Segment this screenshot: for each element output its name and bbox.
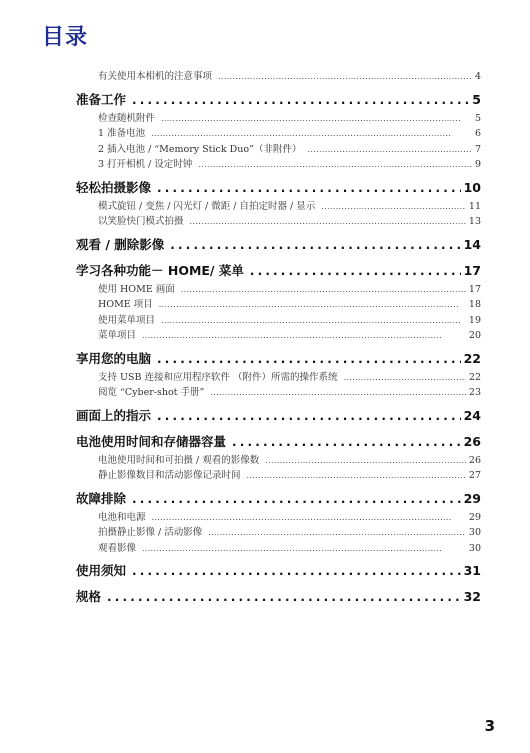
dot-leader [265,453,466,469]
toc-entry-page: 26 [463,433,481,449]
toc-entry-page: 30 [468,542,481,554]
toc-subentry[interactable] [76,282,481,298]
toc-subentry[interactable] [76,385,481,401]
dot-leader [157,177,461,199]
toc-entry-page: 27 [468,470,481,481]
dot-leader [161,111,472,127]
toc-entry-page: 5 [474,112,481,124]
toc-entry-title: 阅览 “Cyber-shot 手册” [98,387,205,398]
dot-leader [132,560,461,582]
dot-leader [190,214,466,230]
dot-leader [152,510,466,526]
toc-subentry[interactable] [76,297,481,313]
dot-leader [210,385,466,401]
toc-entry-page: 14 [463,236,481,252]
toc-entry-page: 24 [463,407,481,423]
dot-leader [107,586,461,608]
toc-entry-page: 22 [468,371,481,383]
toc-entry-page: 19 [468,314,481,326]
toc-entry-title: 以笑脸快门模式拍摄 [98,216,184,227]
toc-entry-title: 规格 [76,589,102,604]
toc-entry-title: 检查随机附件 [98,112,156,124]
toc-entry-title: 拍摄静止影像 / 活动影像 [98,527,203,538]
dot-leader [321,199,466,215]
toc-entry-page: 4 [474,71,481,82]
toc-entry-page: 30 [468,527,481,538]
toc-subentry[interactable] [76,142,481,158]
dot-leader [142,541,466,557]
toc-subentry[interactable] [76,510,481,526]
toc-entry-title: 菜单项目 [98,330,137,341]
dot-leader [218,69,472,85]
toc-entry-title: 观看 / 删除影像 [76,236,165,252]
toc-entry-title: 享用您的电脑 [76,350,152,366]
toc-entry-page: 17 [468,283,481,295]
dot-leader [250,260,461,282]
toc-entry-page: 31 [463,563,481,578]
toc-section-entry[interactable] [76,348,481,370]
toc-subentry[interactable] [76,214,481,230]
toc-subentry[interactable] [76,111,481,127]
toc-entry-title: 3 打开相机 / 设定时钟 [98,159,193,170]
toc-entry-title: 画面上的指示 [76,407,152,423]
page-number: 3 [484,717,495,735]
toc-subentry[interactable] [76,313,481,329]
dot-leader [142,328,466,344]
toc-entry-page: 26 [468,454,481,466]
toc-subentry[interactable] [76,453,481,469]
toc-section-entry[interactable] [76,560,481,582]
toc-entry-title: 学习各种功能－ HOME/ 菜单 [76,262,244,278]
toc-entry-title: 电池和电源 [98,511,146,523]
toc-entry-title: 观看影像 [98,542,137,554]
toc-section-entry[interactable] [76,405,481,427]
dot-leader [161,313,466,329]
toc-entry-page: 17 [463,262,481,278]
toc-section-entry[interactable] [76,431,481,453]
toc-entry-page: 9 [474,159,481,170]
toc-subentry[interactable] [76,126,481,142]
toc-entry-title: 准备工作 [76,91,127,107]
toc-subentry[interactable] [76,370,481,386]
toc-subentry[interactable] [76,525,481,541]
toc-section-entry[interactable] [76,234,481,256]
toc-entry-page: 7 [474,143,481,155]
toc-subentry[interactable] [76,69,481,85]
dot-leader [157,348,461,370]
toc-section-entry[interactable] [76,260,481,282]
toc-subentry[interactable] [76,199,481,215]
toc-entry-title: 支持 USB 连接和应用程序软件 （附件）所需的操作系统 [98,371,338,383]
toc-entry-title: 电池使用时间和可拍摄 / 观看的影像数 [98,454,260,466]
toc-entry-title: 静止影像数目和活动影像记录时间 [98,470,241,481]
toc-entry-page: 29 [463,490,481,506]
dot-leader [151,126,472,142]
toc-entry-page: 11 [468,200,481,212]
toc-subentry[interactable] [76,157,481,173]
dot-leader [344,370,466,386]
dot-leader [132,488,461,510]
toc-entry-title: HOME 项目 [98,299,153,310]
toc-entry-page: 10 [463,179,481,195]
dot-leader [247,468,466,484]
toc-entry-title: 故障排除 [76,490,127,506]
toc-entry-title: 电池使用时间和存储器容量 [76,433,227,449]
dot-leader [198,157,472,173]
toc-entry-page: 23 [468,387,481,398]
toc-section-entry[interactable] [76,488,481,510]
toc-entry-page: 22 [463,350,481,366]
dot-leader [208,525,466,541]
toc-subentry[interactable] [76,328,481,344]
toc-entry-title: 模式旋钮 / 变焦 / 闪光灯 / 微距 / 自拍定时器 / 显示 [98,200,316,212]
toc-entry-title: 使用 HOME 画面 [98,283,175,295]
toc-entry-title: 轻松拍摄影像 [76,179,152,195]
toc-section-entry[interactable] [76,586,481,608]
toc-subentry[interactable] [76,541,481,557]
toc-section-entry[interactable] [76,89,481,111]
toc-entry-title: 使用须知 [76,563,127,578]
toc-subentry[interactable] [76,468,481,484]
toc-entry-page: 18 [468,299,481,310]
toc-entry-title: 使用菜单项目 [98,314,156,326]
dot-leader [181,282,466,298]
toc-section-entry[interactable] [76,177,481,199]
toc-entry-page: 29 [468,511,481,523]
toc-entry-page: 20 [468,330,481,341]
toc-entry-page: 13 [468,216,481,227]
toc-entry-title: 2 插入电池 / “Memory Stick Duo”（非附件） [98,143,302,155]
toc-entry-page: 6 [474,128,481,139]
toc-entry-title: 有关使用本相机的注意事项 [98,71,213,82]
dot-leader [307,142,472,158]
dot-leader [159,297,466,313]
page-title: 目录 [42,25,89,50]
dot-leader [157,405,461,427]
table-of-contents [76,69,481,608]
dot-leader [170,234,460,256]
dot-leader [232,431,461,453]
toc-entry-page: 32 [463,589,481,604]
dot-leader [132,89,469,111]
toc-entry-page: 5 [472,91,481,107]
toc-entry-title: 1 准备电池 [98,128,146,139]
